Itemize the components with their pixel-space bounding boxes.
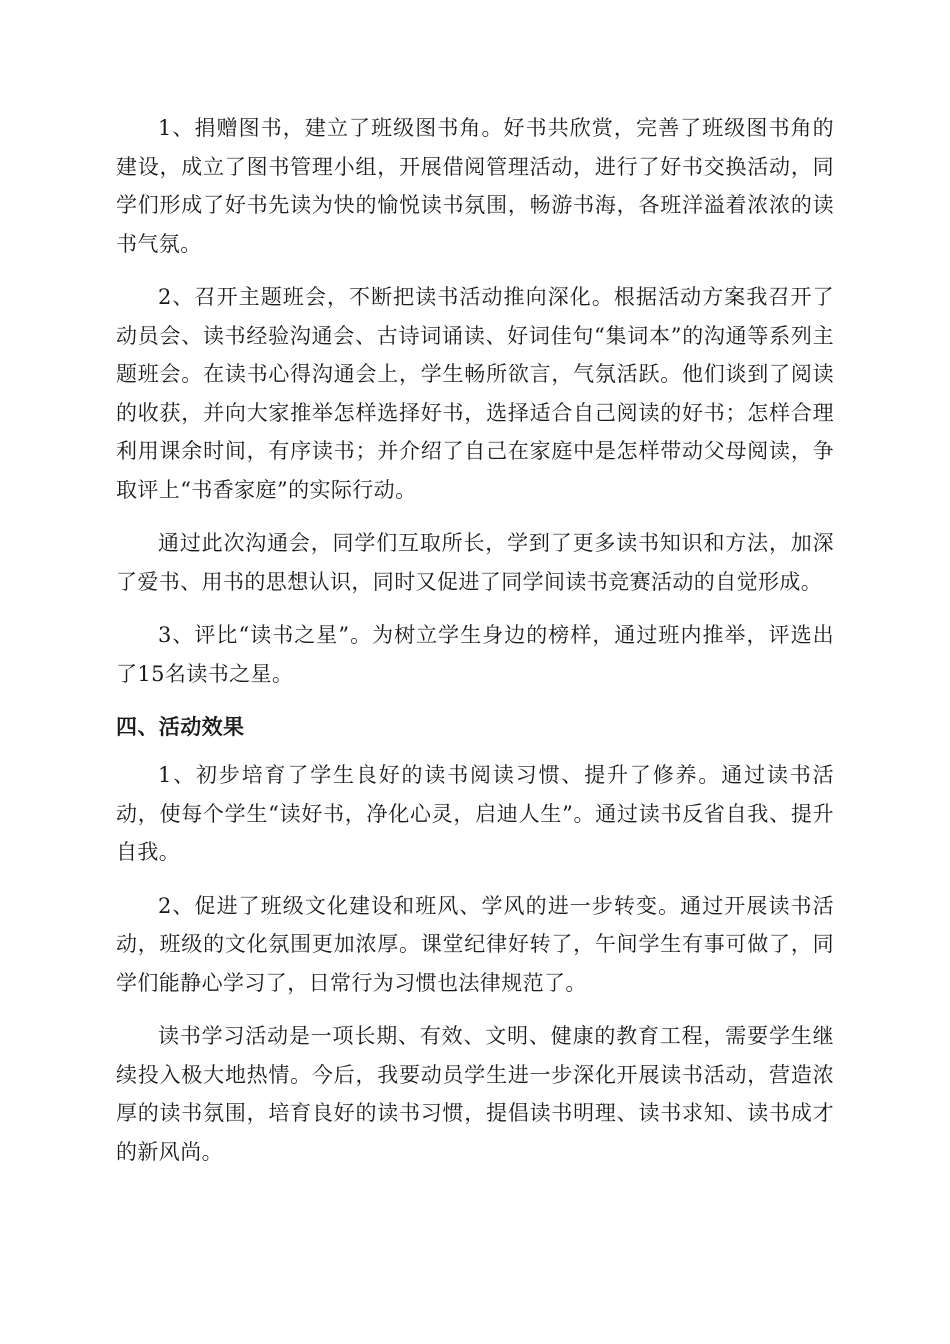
paragraph-effect-class-culture: 2、促进了班级文化建设和班风、学风的进一步转变。通过开展读书活动，班级的文化氛围更加浓厚。课堂纪律好转了，午间学生有事可做了，同学们能静心学习了，日常行为习惯也法律规范了。 — [116, 893, 834, 995]
paragraph-effect-habits: 1、初步培育了学生良好的读书阅读习惯、提升了修养。通过读书活动，使每个学生“读好书，净化心灵，启迪人生”。通过读书反省自我、提升自我。 — [116, 763, 834, 864]
paragraph-donate-books: 1、捐赠图书，建立了班级图书角。好书共欣赏，完善了班级图书角的建设，成立了图书管理小组，开展借阅管理活动，进行了好书交换活动，同学们形成了好书先读为快的愉悦读书氛围，畅游书海，各班洋溢着浓浓的读书气氛。 — [116, 116, 834, 256]
paragraph-theme-meetings: 2、召开主题班会，不断把读书活动推向深化。根据活动方案我召开了动员会、读书经验沟通会、古诗词诵读、好词佳句“集词本”的沟通等系列主题班会。在读书心得沟通会上，学生畅所欲言，气氛活跃。他们谈到了阅读的收获，并向大家推举怎样选择好书，选择适合自己阅读的好书；怎样合理利用课余时间，有序读书；并介绍了自己在家庭中是怎样带动父母阅读，争取评上“书香家庭”的实际行动。 — [116, 285, 834, 502]
paragraph-exchange-meeting: 通过此次沟通会，同学们互取所长，学到了更多读书知识和方法，加深了爱书、用书的思想认识，同时又促进了同学间读书竞赛活动的自觉形成。 — [116, 531, 834, 594]
paragraph-conclusion: 读书学习活动是一项长期、有效、文明、健康的教育工程，需要学生继续投入极大地热情。今后，我要动员学生进一步深化开展读书活动，营造浓厚的读书氛围，培育良好的读书习惯，提倡读书明理、读书求知、读书成才的新风尚。 — [116, 1024, 834, 1164]
paragraph-reading-stars: 3、评比“读书之星”。为树立学生身边的榜样，通过班内推举，评选出了15名读书之星。 — [116, 623, 834, 686]
section-heading: 四、活动效果 — [116, 715, 245, 739]
document-page — [116, 109, 834, 1186]
